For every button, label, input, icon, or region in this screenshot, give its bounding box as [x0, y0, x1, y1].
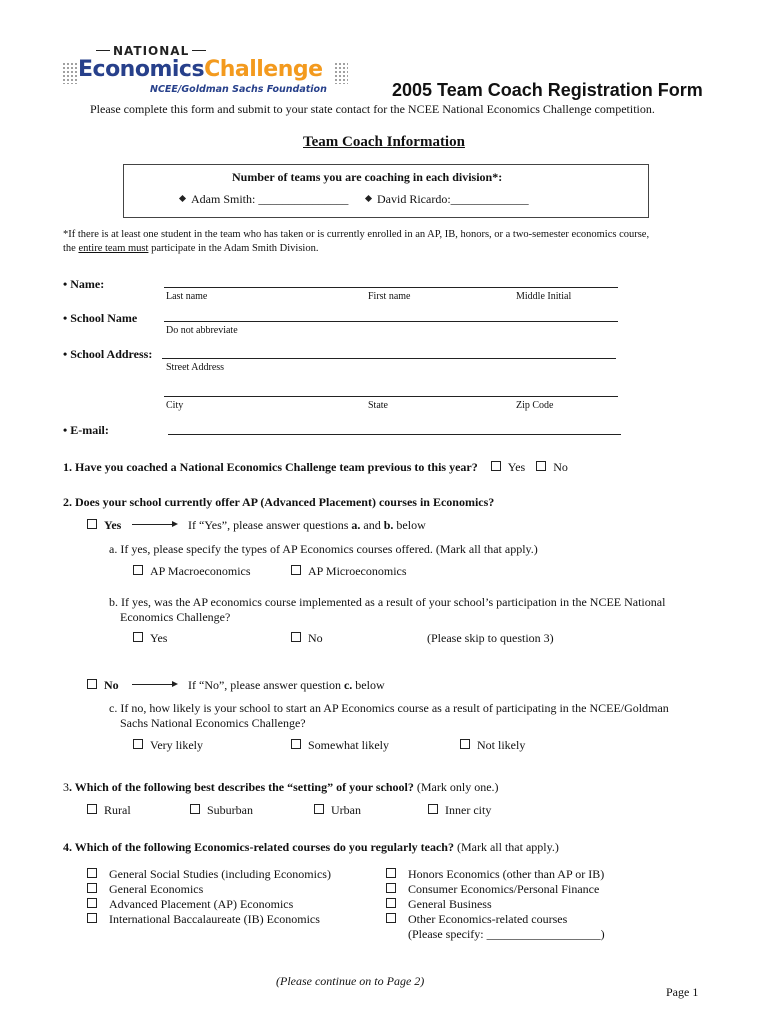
q2a-text: a. If yes, please specify the types of AP Economics courses offered. (Mark all that apply.) [109, 542, 538, 556]
q4-left-options [87, 867, 331, 927]
diamond-bullet-icon [179, 195, 186, 202]
street-caption: Street Address [166, 362, 225, 373]
do-not-abbreviate-caption: Do not abbreviate [166, 325, 238, 336]
q3-inner-city-option[interactable]: Inner city [428, 803, 491, 818]
q1-yes-option[interactable]: Yes [491, 460, 525, 474]
checkbox-icon[interactable] [491, 461, 501, 471]
checkbox-icon[interactable] [386, 913, 396, 923]
q4-option[interactable]: General Economics [87, 882, 331, 897]
david-ricardo-field[interactable]: David Ricardo:_____________ [366, 192, 529, 207]
logo-dots-right [334, 62, 348, 84]
question-4: 4. Which of the following Economics-related courses do you regularly teach? (Mark all that apply.) [63, 840, 559, 854]
city-state-zip-input-line[interactable] [164, 396, 618, 397]
logo-wordmark: EconomicsChallenge [78, 57, 323, 82]
q4-specify-field[interactable]: (Please specify: ___________________) [408, 927, 605, 941]
q4-option[interactable]: General Social Studies (including Economics) [87, 867, 331, 882]
state-caption: State [368, 400, 388, 411]
logo [62, 44, 352, 100]
q4-option[interactable]: General Business [386, 897, 605, 912]
checkbox-icon[interactable] [133, 739, 143, 749]
checkbox-icon[interactable] [386, 883, 396, 893]
teams-heading: Number of teams you are coaching in each division*: [232, 170, 503, 184]
q2-yes-option[interactable]: Yes [87, 518, 121, 533]
teams-box [123, 164, 649, 218]
checkbox-icon[interactable] [291, 739, 301, 749]
middle-initial-caption: Middle Initial [516, 291, 572, 302]
logo-national: NATIONAL [96, 44, 206, 59]
logo-foundation: NCEE/Goldman Sachs Foundation [150, 84, 327, 95]
q4-option[interactable]: Other Economics-related courses [386, 912, 605, 927]
q2-no-note: If “No”, please answer question c. below [188, 678, 385, 692]
page-number: Page 1 [666, 985, 699, 999]
q2b-yes-option[interactable]: Yes [133, 631, 167, 646]
checkbox-icon[interactable] [190, 804, 200, 814]
section-title: Team Coach Information [303, 134, 465, 150]
question-2: 2. Does your school currently offer AP (Advanced Placement) courses in Economics? [63, 495, 495, 509]
q2b-skip-note: (Please skip to question 3) [427, 631, 554, 645]
street-input-line[interactable] [162, 358, 616, 359]
q2c-very-likely-option[interactable]: Very likely [133, 738, 203, 753]
q4-option[interactable]: Advanced Placement (AP) Economics [87, 897, 331, 912]
diamond-bullet-icon [365, 195, 372, 202]
checkbox-icon[interactable] [87, 868, 97, 878]
checkbox-icon[interactable] [87, 913, 97, 923]
intro-text: Please complete this form and submit to your state contact for the NCEE National Economics Challenge competition. [90, 102, 655, 116]
logo-dots [62, 62, 78, 84]
question-3: 3. Which of the following best describes the “setting” of your school? (Mark only one.) [63, 780, 499, 794]
footnote: *If there is at least one student in the team who has taken or is currently enrolled in an AP, IB, honors, or a two-semester economics course, the entire team must participate in the Adam Smith Division. [63, 229, 650, 254]
q1-no-option[interactable]: No [536, 460, 568, 474]
checkbox-icon[interactable] [460, 739, 470, 749]
q2a-micro-option[interactable]: AP Microeconomics [291, 564, 407, 579]
name-label: • Name: [63, 277, 105, 291]
checkbox-icon[interactable] [87, 883, 97, 893]
q4-option[interactable]: Honors Economics (other than AP or IB) [386, 867, 605, 882]
q2-yes-note: If “Yes”, please answer questions a. and b. below [188, 518, 426, 532]
checkbox-icon[interactable] [536, 461, 546, 471]
question-1: 1. Have you coached a National Economics Challenge team previous to this year? Yes No [63, 460, 568, 474]
city-caption: City [166, 400, 184, 411]
checkbox-icon[interactable] [386, 898, 396, 908]
q2c-text: c. If no, how likely is your school to start an AP Economics course as a result of participating in the NCEE/Goldman Sachs National Economics Challenge? [109, 701, 669, 730]
checkbox-icon[interactable] [87, 898, 97, 908]
q3-rural-option[interactable]: Rural [87, 803, 131, 818]
arrow-right-icon [132, 524, 176, 525]
q2b-text: b. If yes, was the AP economics course implemented as a result of your school’s participation in the NCEE National Economics Challenge? [109, 595, 666, 624]
zip-caption: Zip Code [516, 400, 554, 411]
checkbox-icon[interactable] [386, 868, 396, 878]
q3-suburban-option[interactable]: Suburban [190, 803, 253, 818]
school-name-input-line[interactable] [164, 321, 618, 322]
continue-note: (Please continue on to Page 2) [276, 974, 425, 988]
adam-smith-field[interactable]: Adam Smith: _______________ [180, 192, 348, 207]
checkbox-icon[interactable] [291, 565, 301, 575]
checkbox-icon[interactable] [87, 804, 97, 814]
checkbox-icon[interactable] [133, 565, 143, 575]
checkbox-icon[interactable] [87, 679, 97, 689]
email-input-line[interactable] [168, 434, 621, 435]
q4-right-options [386, 867, 605, 942]
q4-option[interactable]: Consumer Economics/Personal Finance [386, 882, 605, 897]
q2c-somewhat-likely-option[interactable]: Somewhat likely [291, 738, 389, 753]
checkbox-icon[interactable] [314, 804, 324, 814]
school-name-label: • School Name [63, 311, 138, 325]
checkbox-icon[interactable] [87, 519, 97, 529]
name-input-line[interactable] [164, 287, 618, 288]
checkbox-icon[interactable] [133, 632, 143, 642]
q2b-no-option[interactable]: No [291, 631, 323, 646]
email-label: • E-mail: [63, 423, 109, 437]
q2a-macro-option[interactable]: AP Macroeconomics [133, 564, 251, 579]
q2-no-option[interactable]: No [87, 678, 119, 693]
arrow-right-icon [132, 684, 176, 685]
first-name-caption: First name [368, 291, 411, 302]
q4-option[interactable]: International Baccalaureate (IB) Economics [87, 912, 331, 927]
school-address-label: • School Address: [63, 347, 153, 361]
q2c-not-likely-option[interactable]: Not likely [460, 738, 525, 753]
last-name-caption: Last name [166, 291, 208, 302]
checkbox-icon[interactable] [428, 804, 438, 814]
checkbox-icon[interactable] [291, 632, 301, 642]
q3-urban-option[interactable]: Urban [314, 803, 361, 818]
form-title: 2005 Team Coach Registration Form [392, 80, 703, 100]
